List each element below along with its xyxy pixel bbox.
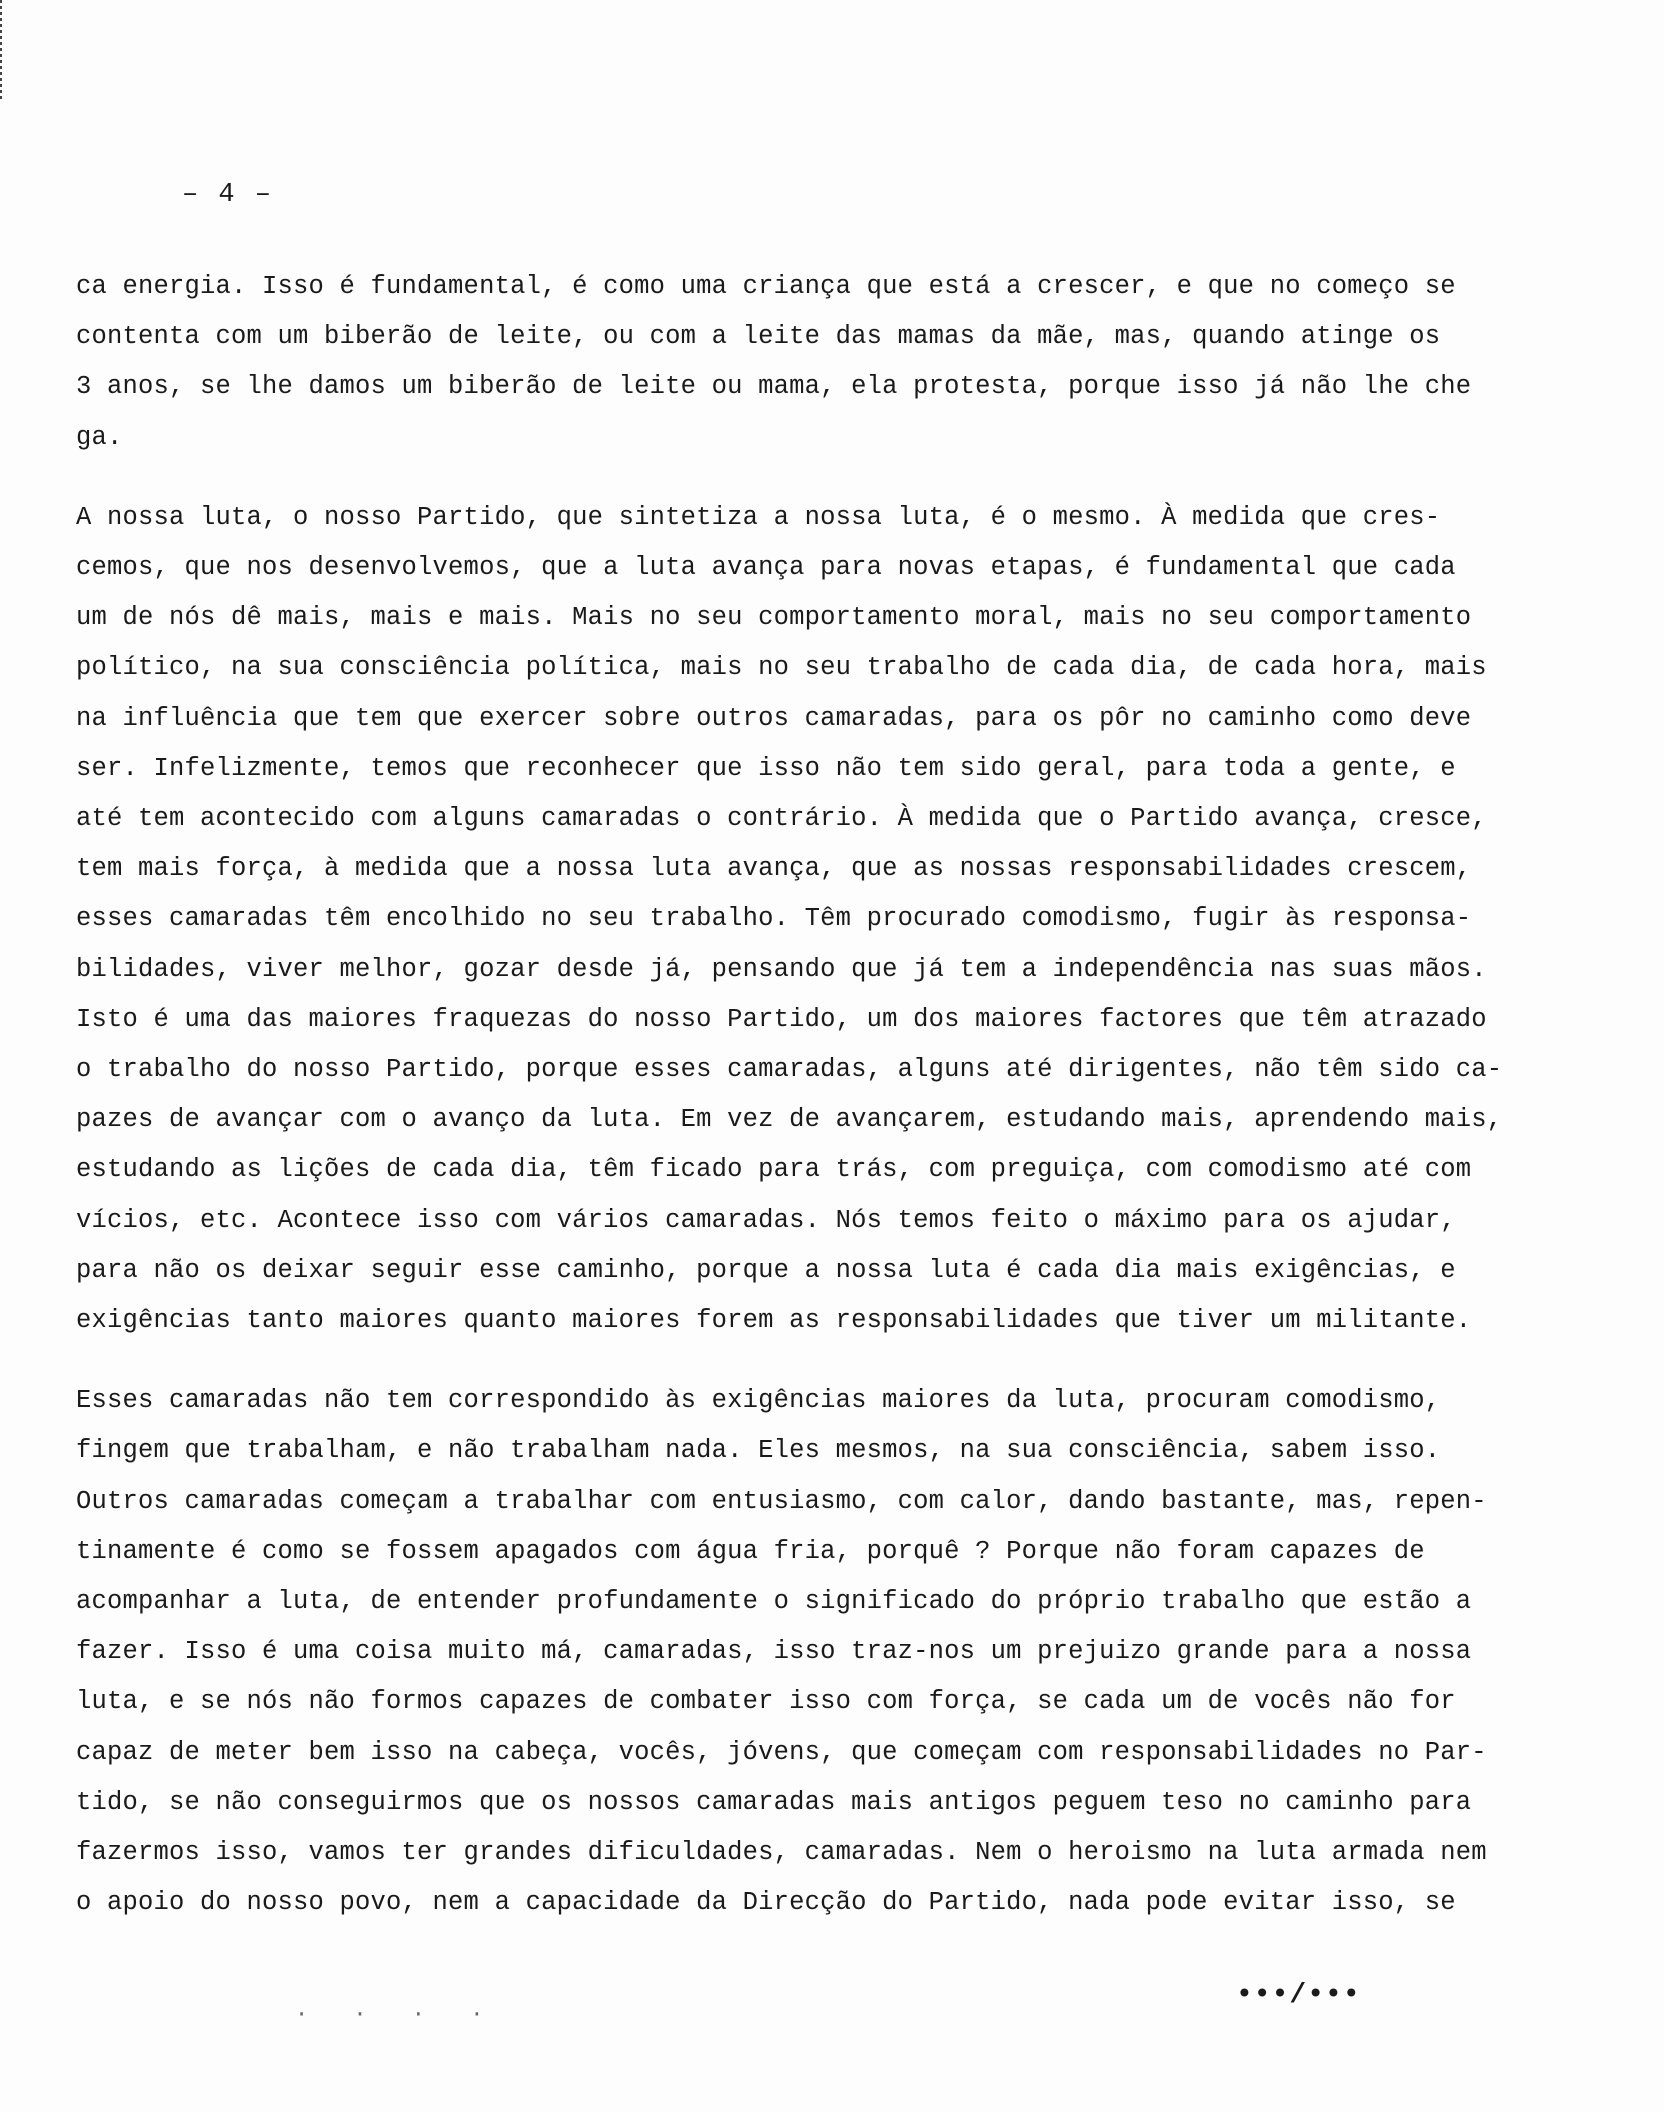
- text-line: ser. Infelizmente, temos que reconhecer que isso não tem sido geral, para toda a gente, e: [76, 753, 1456, 783]
- text-line: tinamente é como se fossem apagados com água fria, porquê ? Porque não foram capazes de: [76, 1536, 1425, 1566]
- text-line: estudando as lições de cada dia, têm ficado para trás, com preguiça, com comodismo até com: [76, 1155, 1472, 1185]
- text-line: Esses camaradas não tem correspondido às exigências maiores da luta, procuram comodismo,: [76, 1386, 1441, 1416]
- text-line: ga.: [76, 422, 123, 452]
- text-line: vícios, etc. Acontece isso com vários camaradas. Nós temos feito o máximo para os ajudar,: [76, 1205, 1456, 1235]
- text-line: capaz de meter bem isso na cabeça, vocês, jóvens, que começam com responsabilidades no Par-: [76, 1737, 1487, 1767]
- text-line: um de nós dê mais, mais e mais. Mais no seu comportamento moral, mais no seu comportamento: [76, 603, 1472, 633]
- scan-edge-marks: [0, 0, 2, 100]
- text-line: acompanhar a luta, de entender profundamente o significado do próprio trabalho que estão a: [76, 1587, 1472, 1617]
- paragraph: [76, 1376, 1496, 1928]
- text-line: até tem acontecido com alguns camaradas o contrário. À medida que o Partido avança, cresce,: [76, 804, 1487, 834]
- text-line: 3 anos, se lhe damos um biberão de leite ou mama, ela protesta, porque isso já não lhe che: [76, 372, 1472, 402]
- text-line: A nossa luta, o nosso Partido, que sintetiza a nossa luta, é o mesmo. À medida que cres-: [76, 502, 1441, 532]
- continuation-mark: •••/•••: [1236, 1980, 1361, 2011]
- text-line: bilidades, viver melhor, gozar desde já, pensando que já tem a independência nas suas mãos.: [76, 954, 1487, 984]
- text-line: Outros camaradas começam a trabalhar com entusiasmo, com calor, dando bastante, mas, repen-: [76, 1486, 1487, 1516]
- scan-specks: · · · ·: [295, 2002, 500, 2027]
- text-line: político, na sua consciência política, mais no seu trabalho de cada dia, de cada hora, mais: [76, 653, 1487, 683]
- text-line: Isto é uma das maiores fraquezas do nosso Partido, um dos maiores factores que têm atrazado: [76, 1004, 1487, 1034]
- text-line: esses camaradas têm encolhido no seu trabalho. Têm procurado comodismo, fugir às responsa-: [76, 904, 1472, 934]
- text-line: o trabalho do nosso Partido, porque esses camaradas, alguns até dirigentes, não têm sido ca-: [76, 1055, 1503, 1085]
- text-line: o apoio do nosso povo, nem a capacidade da Direcção do Partido, nada pode evitar isso, se: [76, 1888, 1456, 1918]
- text-line: fazermos isso, vamos ter grandes dificuldades, camaradas. Nem o heroismo na luta armada nem: [76, 1838, 1487, 1868]
- text-line: na influência que tem que exercer sobre outros camaradas, para os pôr no caminho como deve: [76, 703, 1472, 733]
- text-line: fazer. Isso é uma coisa muito má, camaradas, isso traz-nos um prejuizo grande para a nossa: [76, 1637, 1472, 1667]
- text-line: luta, e se nós não formos capazes de combater isso com força, se cada um de vocês não for: [76, 1687, 1456, 1717]
- text-line: fingem que trabalham, e não trabalham nada. Eles mesmos, na sua consciência, sabem isso.: [76, 1436, 1441, 1466]
- text-line: para não os deixar seguir esse caminho, porque a nossa luta é cada dia mais exigências, e: [76, 1255, 1456, 1285]
- paragraph: [76, 493, 1503, 1346]
- text-line: ca energia. Isso é fundamental, é como uma criança que está a crescer, e que no começo se: [76, 272, 1456, 301]
- text-line: tido, se não conseguirmos que os nossos camaradas mais antigos peguem teso no caminho para: [76, 1787, 1472, 1817]
- text-line: pazes de avançar com o avanço da luta. Em vez de avançarem, estudando mais, aprendendo mais,: [76, 1105, 1503, 1135]
- text-line: tem mais força, à medida que a nossa luta avança, que as nossas responsabilidades crescem,: [76, 854, 1472, 884]
- document-body: [76, 262, 1503, 1959]
- text-line: contenta com um biberão de leite, ou com a leite das mamas da mãe, mas, quando atinge os: [76, 322, 1441, 352]
- text-line: cemos, que nos desenvolvemos, que a luta avança para novas etapas, é fundamental que cada: [76, 553, 1456, 583]
- paragraph: [76, 262, 1496, 463]
- text-line: exigências tanto maiores quanto maiores forem as responsabilidades que tiver um militante.: [76, 1306, 1472, 1336]
- page-number: – 4 –: [182, 180, 274, 210]
